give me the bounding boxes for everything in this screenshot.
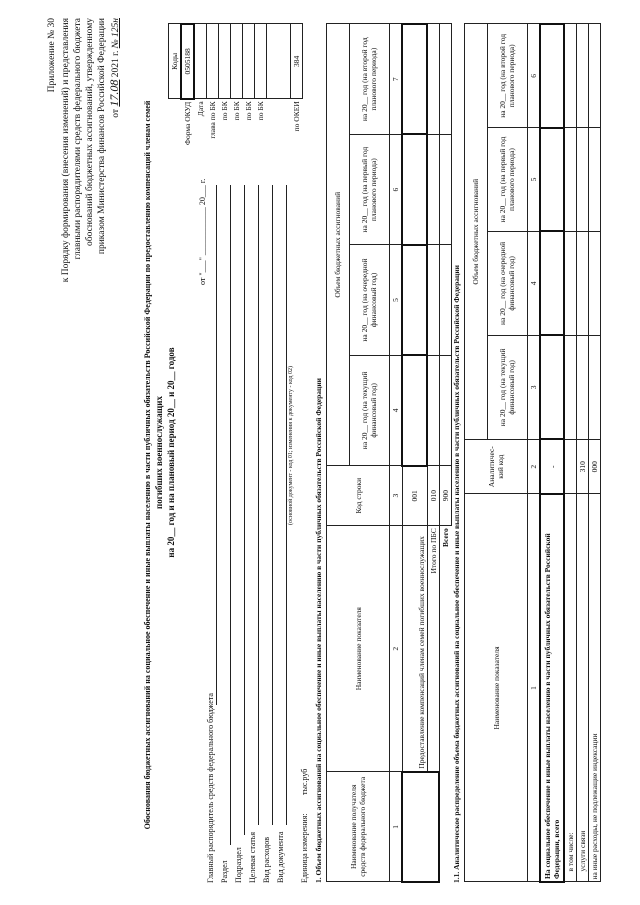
s1-num-4: 4 [390, 355, 403, 465]
s1-col-y2: на 20__ год (на очередной финансовый год) [349, 245, 389, 355]
s1-row-grand-total-code: 900 [439, 466, 451, 526]
form-okud-code: 0505188 [181, 24, 194, 99]
header-line-3: обоснований бюджетных ассигнований, утвержденному [85, 18, 95, 246]
section-1-title: 1. Объем бюджетных ассигнований на социальное обеспечение и иные выплаты населению в части публичных обязательств Российской Федерации [314, 377, 323, 883]
s1-num-5: 5 [390, 245, 403, 355]
field-main-manager-line [216, 185, 217, 705]
section-1-1-title: 1.1. Аналитическое распределение объема бюджетных ассигнований на социальное обеспечение и иные выплаты населению в части публичных обязательств Российской Федерации [452, 265, 461, 883]
section-1-table [326, 23, 452, 883]
s1-row-grand-total: Всего [440, 528, 450, 547]
codes-table [168, 23, 303, 183]
okei-label: по ОКЕИ [292, 101, 301, 132]
s11-num-3: 3 [528, 335, 541, 439]
field-main-manager: Главный распорядитель средств федерального бюджета [206, 693, 215, 883]
s1-num-2: 2 [390, 526, 403, 772]
s11-row-communications: услуги связи [577, 494, 589, 882]
appendix-number: Приложение № 30 [47, 18, 57, 93]
s1-num-7: 7 [390, 24, 403, 134]
field-expense-type: Вид расходов [262, 837, 271, 883]
document-period: на 20__ год и на плановый период 20__ и 20__ годов [166, 347, 176, 558]
s11-row-other: на иные расходы, не подлежащие индексации [589, 494, 601, 882]
s11-col-y1: на 20__ год (на текущий финансовый год) [487, 335, 527, 439]
s1-col-code: Код строки [327, 466, 390, 526]
s1-num-6: 6 [390, 134, 403, 244]
s1-col-recipient: Наименование получателя средств федерального бюджета [327, 772, 390, 882]
s1-col-y1: на 20__ год (на текущий финансовый год) [349, 355, 389, 465]
code-label-bk-3: по БК [244, 101, 253, 121]
header-line-2: главными распорядителями средств федерального бюджета [73, 18, 83, 260]
s11-col-code: Аналитичес-кий код [465, 439, 528, 494]
document-title-line-2: погибших военнослужащих [154, 396, 164, 509]
document-type-hint: (основной документ - код 01; изменения к документу - код 02) [288, 366, 294, 525]
field-document-type: Вид документа [276, 831, 285, 883]
s11-num-2: 2 [528, 439, 541, 494]
s11-row-total-code: - [540, 439, 564, 494]
unit-value: тыс.руб [300, 768, 309, 795]
s1-num-3: 3 [390, 466, 403, 526]
s11-col-group: Объем бюджетных ассигнований [465, 24, 488, 439]
form-okud-label: Форма ОКУД [183, 101, 192, 145]
code-label-bk-1: по БК [220, 101, 229, 121]
handwritten-date: 17.08 [107, 79, 121, 107]
document-date-line: от "___" ____________ 20___ г. [198, 178, 207, 285]
code-label-date: Дата [195, 101, 205, 117]
s1-col-y4: на 20__ год (на второй год планового периода) [349, 24, 389, 134]
code-label-bk-4: по БК [256, 101, 265, 121]
s11-row-communications-code: 310 [577, 439, 589, 494]
field-target-article-line [258, 185, 259, 825]
s11-col-name: Наименование показателя [465, 494, 528, 882]
s11-col-y2: на 20__ год (на очередной финансовый год) [487, 231, 527, 335]
s1-col-group: Объем бюджетных ассигнований [327, 24, 350, 466]
okei-code: 384 [291, 24, 303, 99]
s11-num-1: 1 [528, 494, 541, 882]
field-target-article: Целевая статья [248, 831, 257, 883]
s11-row-including: в том числе: [564, 494, 577, 882]
codes-header: Коды [169, 24, 182, 99]
s1-row-total-pbs-code: 010 [427, 466, 439, 526]
field-expense-type-line [272, 185, 273, 825]
header-line-1: к Порядку формирования (внесения изменений) и представления [61, 18, 71, 283]
s1-num-1: 1 [390, 772, 403, 882]
field-document-type-line [286, 185, 287, 825]
s11-row-other-code: 000 [589, 439, 601, 494]
s11-col-y3: на 20__ год (на первый год планового периода) [487, 128, 527, 232]
field-subsection: Подраздел [234, 847, 243, 883]
document-title: Обоснования бюджетных ассигнований на социальное обеспечение и иные выплаты населению в части публичных обязательств Российской Федерации по предоставлению компенсаций членам семей [143, 100, 152, 830]
field-section: Раздел [220, 860, 229, 883]
s1-col-y3: на 20__ год (на первый год планового периода) [349, 134, 389, 244]
s11-num-6: 6 [528, 24, 541, 128]
s1-row-total-pbs: Итого по ПБС [427, 526, 439, 772]
order-date-line: от 17.08 2021 г. № 125н [107, 18, 121, 118]
order-number: № 125н [111, 18, 121, 49]
s11-num-5: 5 [528, 128, 541, 232]
field-subsection-line [244, 185, 245, 835]
code-label-chapter: глава по БК [208, 101, 217, 139]
s1-row-compensation-code: 001 [402, 466, 427, 526]
s1-row-compensation: Предоставление компенсаций членам семей погибших военнослужащих [402, 526, 427, 772]
unit-label: Единица измерения: [300, 813, 309, 883]
s11-col-y4: на 20__ год (на второй год планового периода) [487, 24, 527, 128]
header-line-4: приказом Министерства финансов Российской Федерации [97, 18, 107, 255]
s1-col-name: Наименование показателя [327, 526, 390, 772]
field-section-line [230, 185, 231, 845]
section-1-1-table [464, 23, 601, 883]
code-label-bk-2: по БК [232, 101, 241, 121]
s11-row-total: На социальное обеспечение и иные выплаты населению в части публичных обязательств Российской Федерации, всего [540, 494, 564, 882]
s11-num-4: 4 [528, 231, 541, 335]
